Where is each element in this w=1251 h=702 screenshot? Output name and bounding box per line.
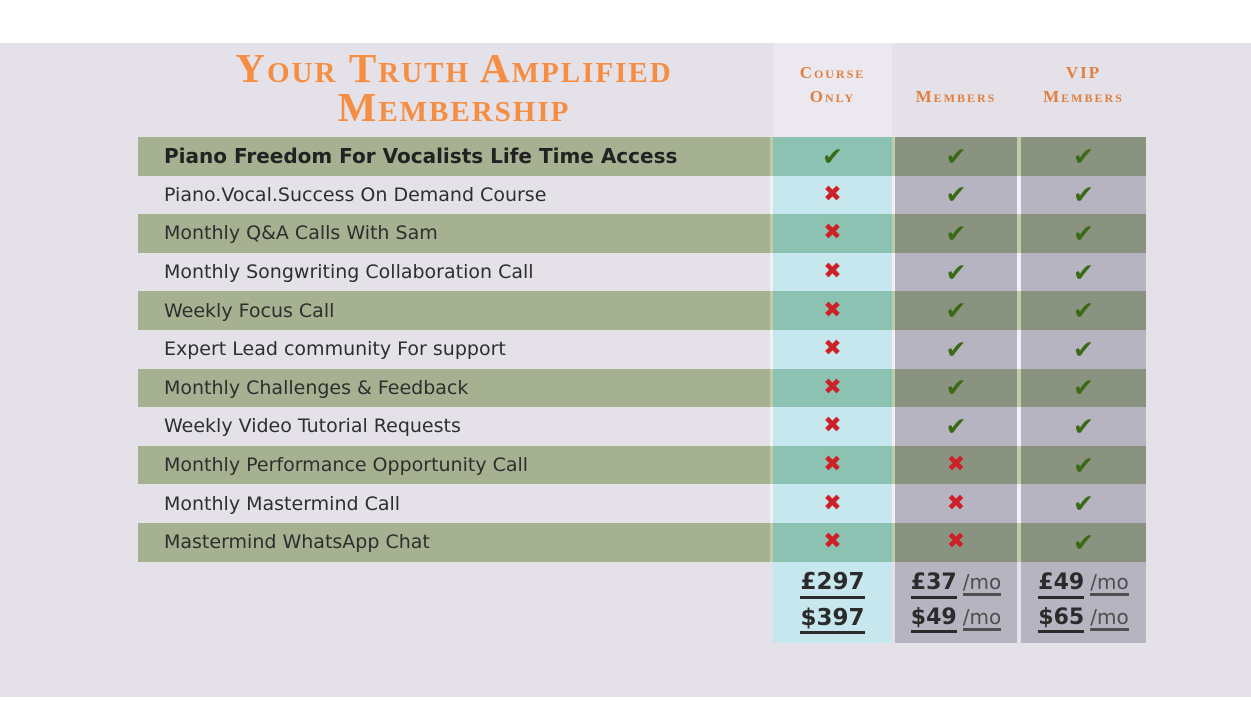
value-cell-vip-members [1021,291,1146,330]
value-cell-course-only [773,369,892,408]
check-icon: ✔ [1073,180,1094,210]
price-cell-members [895,562,1017,643]
check-icon: ✔ [822,141,843,171]
feature-row [138,176,1146,215]
price-line [1038,571,1128,598]
check-icon: ✔ [1073,450,1094,480]
cross-icon: ✖ [823,413,842,439]
value-cell-course-only [773,137,892,176]
value-cell-vip-members [1021,369,1146,408]
value-cell-vip-members [1021,446,1146,485]
price-cell-course-only [773,562,892,643]
cross-icon: ✖ [823,452,842,478]
check-icon: ✔ [945,141,967,171]
price-line [1038,606,1128,633]
value-cell-course-only [773,407,892,446]
price-amount: $397 [800,606,864,634]
value-cell-vip-members [1021,407,1146,446]
feature-row [138,446,1146,485]
feature-row [138,407,1146,446]
feature-label: Piano Freedom For Vocalists Life Time Access [138,137,770,176]
value-cell-members [895,176,1017,215]
price-amount: £49 [1038,571,1084,598]
column-header-line: Course [799,63,866,83]
column-header-course-only [773,55,892,109]
value-cell-course-only [773,253,892,292]
price-amount: $49 [911,606,957,633]
cross-icon: ✖ [823,220,842,246]
table-panel [0,43,1251,697]
value-cell-members [895,407,1017,446]
feature-label: Monthly Mastermind Call [164,492,401,515]
page-title [138,45,770,131]
value-cell-members [895,253,1017,292]
feature-label: Monthly Q&A Calls With Sam [138,214,770,253]
value-cell-members [895,137,1017,176]
feature-label: Piano.Vocal.Success On Demand Course [164,183,547,206]
check-icon: ✔ [1073,527,1094,557]
feature-label: Mastermind WhatsApp Chat [138,523,770,562]
value-cell-vip-members [1021,176,1146,215]
cross-icon: ✖ [823,336,842,362]
cross-icon: ✖ [946,452,966,478]
price-amount: £297 [800,570,864,598]
value-cell-members [895,446,1017,485]
cross-icon: ✖ [946,529,966,555]
feature-row [138,137,1146,176]
value-cell-course-only [773,523,892,562]
price-line [800,570,864,598]
price-cell-vip-members [1021,562,1146,643]
column-header-line: VIP [1065,63,1102,83]
check-icon: ✔ [945,218,967,248]
price-line [911,606,1001,633]
value-cell-course-only [773,330,892,369]
check-icon: ✔ [945,334,967,364]
value-cell-members [895,523,1017,562]
cross-icon: ✖ [823,490,842,516]
cross-icon: ✖ [823,259,842,285]
price-line [800,606,864,634]
price-period: /mo [962,604,1002,629]
price-period: /mo [1090,570,1129,595]
check-icon: ✔ [1073,334,1094,364]
check-icon: ✔ [1073,373,1094,403]
check-icon: ✔ [945,296,967,326]
price-amount: $65 [1038,606,1084,633]
price-amount: £37 [911,571,957,598]
column-header-line: Members [1043,87,1124,107]
feature-row [138,484,1146,523]
value-cell-members [895,369,1017,408]
check-icon: ✔ [945,180,967,210]
value-cell-course-only [773,214,892,253]
check-icon: ✔ [1073,296,1094,326]
check-icon: ✔ [1073,411,1094,441]
feature-label: Monthly Songwriting Collaboration Call [164,261,534,284]
feature-label: Monthly Performance Opportunity Call [138,446,770,485]
feature-rows [138,137,1146,562]
page-title-line1: Your Truth Amplified [235,45,673,91]
value-cell-course-only [773,291,892,330]
value-cell-members [895,291,1017,330]
price-period: /mo [1090,604,1129,629]
column-header-line: Members [915,87,997,107]
feature-label: Weekly Video Tutorial Requests [164,415,461,438]
cross-icon: ✖ [823,297,842,323]
feature-row [138,369,1146,408]
value-cell-vip-members [1021,137,1146,176]
check-icon: ✔ [1073,141,1094,171]
page-title-line2: Membership [337,84,571,131]
column-header-vip-members [1021,55,1146,109]
feature-row [138,253,1146,292]
cross-icon: ✖ [946,490,966,516]
feature-label: Monthly Challenges & Feedback [138,369,770,408]
value-cell-vip-members [1021,330,1146,369]
value-cell-course-only [773,484,892,523]
feature-row [138,523,1146,562]
column-header-members [895,55,1017,109]
check-icon: ✔ [945,373,967,403]
check-icon: ✔ [1073,489,1094,519]
check-icon: ✔ [1073,218,1094,248]
check-icon: ✔ [1073,257,1094,287]
value-cell-vip-members [1021,214,1146,253]
value-cell-course-only [773,446,892,485]
value-cell-vip-members [1021,484,1146,523]
feature-label: Weekly Focus Call [138,291,770,330]
feature-row [138,214,1146,253]
column-header-line: Only [809,87,856,107]
price-period: /mo [962,570,1002,595]
feature-row [138,291,1146,330]
value-cell-members [895,214,1017,253]
value-cell-vip-members [1021,523,1146,562]
cross-icon: ✖ [823,374,842,400]
cross-icon: ✖ [823,181,842,207]
feature-label: Expert Lead community For support [164,338,506,361]
check-icon: ✔ [945,411,967,441]
feature-row [138,330,1146,369]
value-cell-members [895,484,1017,523]
value-cell-vip-members [1021,253,1146,292]
value-cell-course-only [773,176,892,215]
cross-icon: ✖ [823,529,842,555]
check-icon: ✔ [945,257,967,287]
price-line [911,571,1001,598]
value-cell-members [895,330,1017,369]
